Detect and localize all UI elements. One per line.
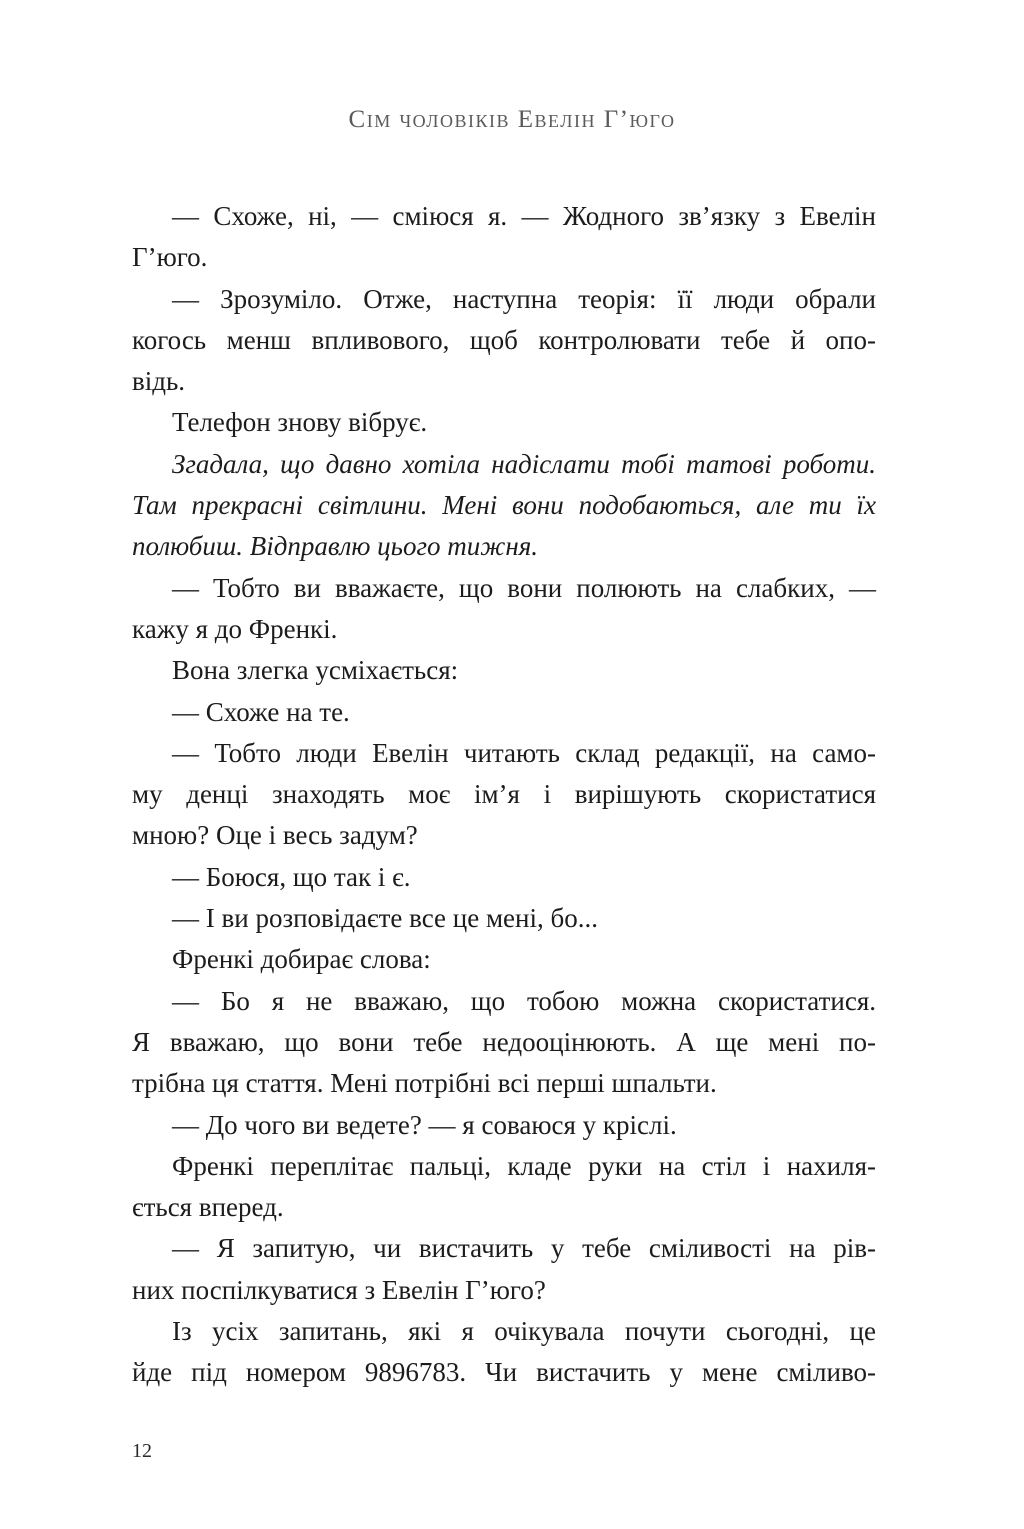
text-line: Г’юго. [132, 242, 208, 273]
text-line: му денці знаходять моє ім’я і вирішують скористатися [132, 779, 876, 810]
text-line: Френкі добирає слова: [172, 944, 431, 975]
text-line: Вона злегка усміхається: [172, 655, 459, 686]
text-line: них поспілкуватися з Евелін Г’юго? [132, 1274, 546, 1305]
text-line: Із усіх запитань, які я очікувала почути сьогодні, це [172, 1316, 876, 1347]
body-text [132, 196, 876, 1394]
text-line: — Зрозуміло. Отже, наступна теорія: її люди обрали [172, 283, 876, 314]
text-line: — Я запитую, чи вистачить у тебе сміливості на рів- [172, 1233, 876, 1264]
text-line: ється вперед. [132, 1192, 284, 1223]
text-line: Там прекрасні світлини. Мені вони подобаються, але ти їх [132, 490, 876, 521]
text-line: Телефон знову вібрує. [172, 407, 428, 438]
text-line: — Бо я не вважаю, що тобою можна скористатися. [172, 985, 876, 1016]
text-line: — Боюся, що так і є. [172, 861, 411, 892]
text-line: — Схоже на те. [172, 696, 350, 727]
text-line: — Тобто люди Евелін читають склад редакції, на само- [172, 737, 876, 768]
text-line: — До чого ви ведете? — я соваюся у кріслі. [172, 1109, 677, 1140]
text-line: — І ви розповідаєте все це мені, бо... [172, 903, 598, 934]
text-line: Френкі переплітає пальці, кладе руки на стіл і нахиля- [172, 1150, 876, 1181]
page-number: 12 [132, 1440, 152, 1462]
text-line: — Тобто ви вважаєте, що вони полюють на слабких, — [172, 572, 876, 603]
text-line: — Схоже, ні, — сміюся я. — Жодного зв’язку з Евелін [172, 201, 876, 231]
text-line: кажу я до Френкі. [132, 613, 338, 644]
text-line: Згадала, що давно хотіла надіслати тобі татові роботи. [172, 448, 876, 479]
running-head: Сім чоловіків Евелін Г’юго [348, 106, 676, 133]
text-line: трібна ця стаття. Мені потрібні всі перші шпальти. [132, 1068, 717, 1099]
text-line: когось менш впливового, щоб контролювати тебе й опо- [132, 324, 876, 355]
text-line: мною? Оце і весь задум? [132, 820, 418, 851]
text-line: йде під номером 9896783. Чи вистачить у мене сміливо- [132, 1357, 876, 1388]
text-line: відь. [132, 366, 186, 397]
text-line: полюбиш. Відправлю цього тижня. [132, 531, 539, 562]
text-line: Я вважаю, що вони тебе недооцінюють. А ще мені по- [132, 1026, 876, 1057]
